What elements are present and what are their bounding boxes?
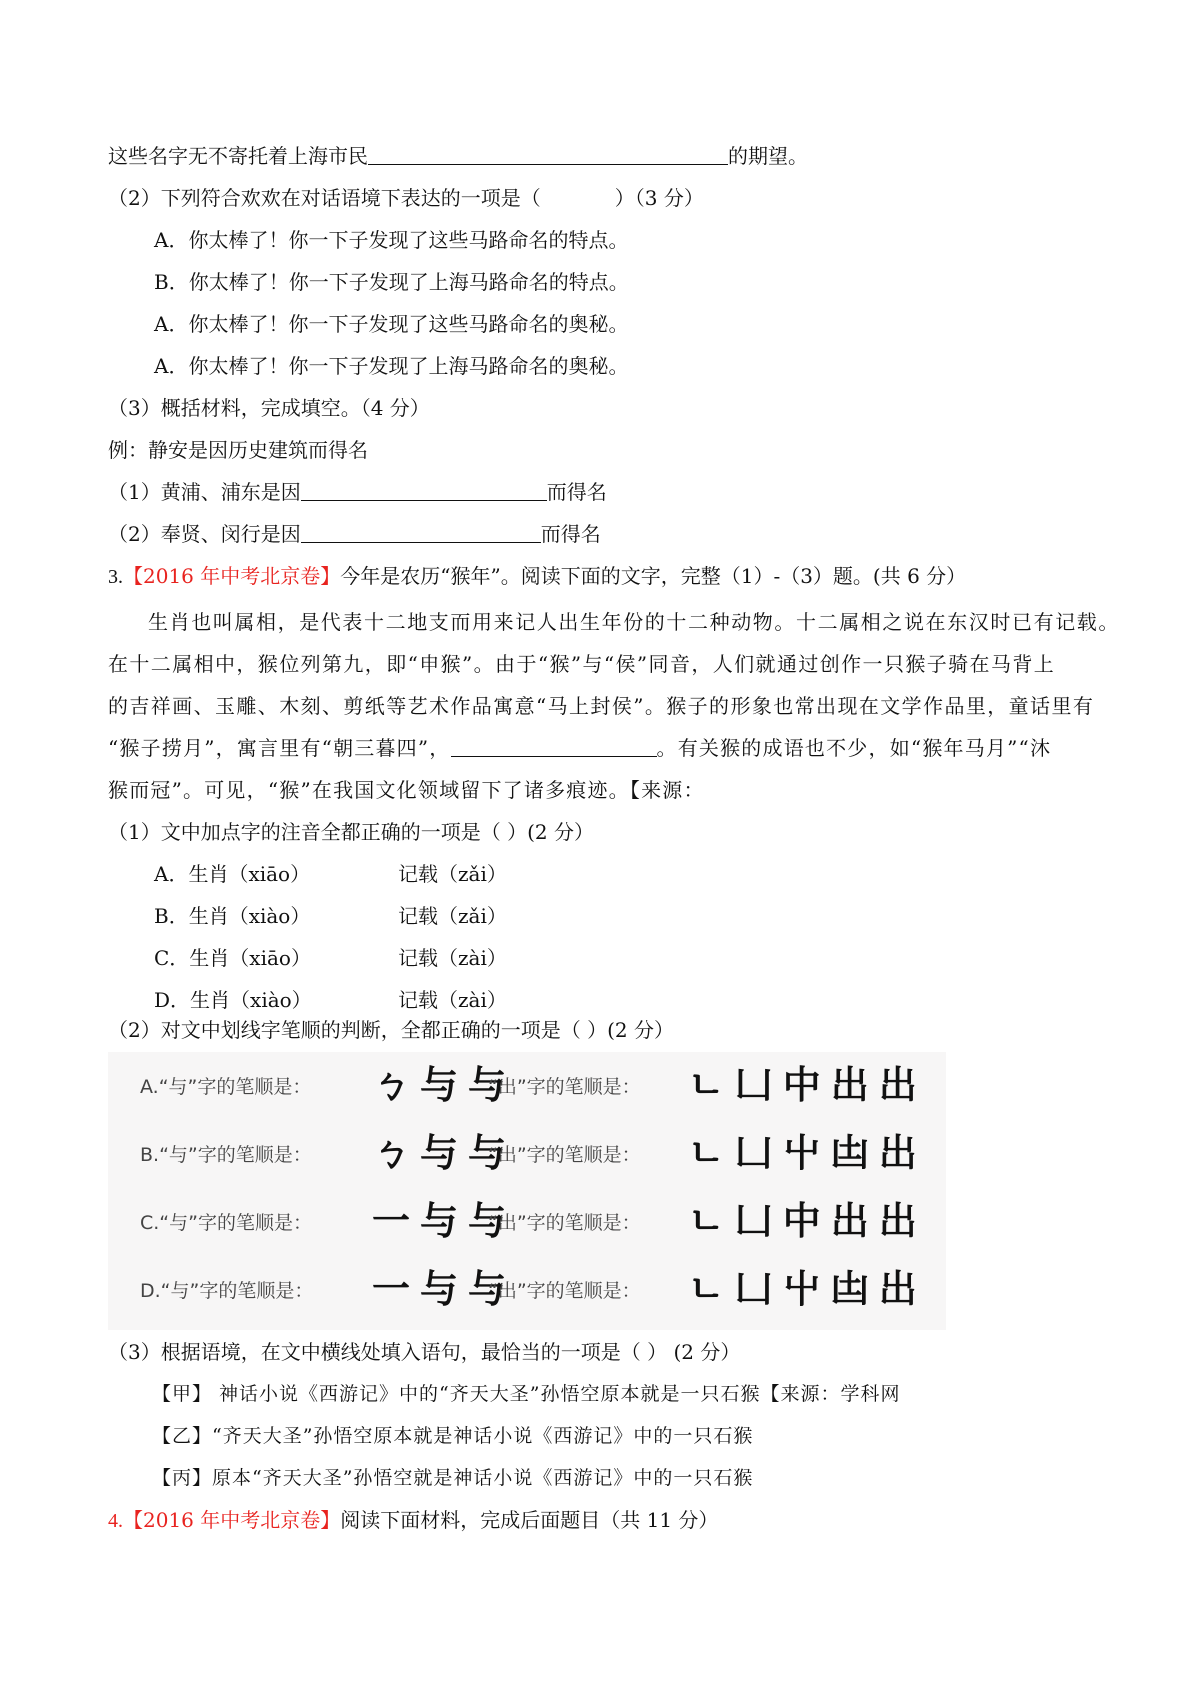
stroke-glyphs	[688, 1128, 927, 1178]
text: （1）黄浦、浦东是因	[108, 480, 301, 504]
text: 这些名字无不寄托着上海市民	[108, 144, 368, 168]
stroke-label: “出”字的笔顺是：	[488, 1212, 641, 1234]
glyph: 中	[782, 1199, 821, 1243]
glyph: ㄴ	[688, 1199, 725, 1243]
text: 。有关猴的成语也不少，如“猴年马月”“沐	[656, 736, 1052, 760]
glyph: ㄴ	[688, 1131, 725, 1175]
option: B．你太棒了！你一下子发现了上海马路命名的特点。	[154, 270, 629, 294]
glyph: 与	[420, 1267, 459, 1311]
source-tag: 【2016 年中考北京卷】	[123, 564, 341, 588]
text: ）（3 分）	[614, 186, 704, 210]
glyph: 一	[372, 1267, 411, 1311]
fill-line-1	[108, 480, 607, 504]
stroke-glyphs	[688, 1264, 927, 1314]
text: C．生肖（xiāo）	[154, 946, 311, 970]
stroke-row-d	[108, 1258, 946, 1324]
passage-line: 猴而冠”。可见，“猴”在我国文化领域留下了诸多痕迹。【来源：	[108, 778, 705, 802]
pinyin-option-b	[154, 904, 507, 928]
glyph: 凷	[830, 1267, 869, 1311]
pinyin-option-d	[154, 988, 507, 1012]
glyph: 与	[420, 1131, 459, 1175]
text: A．生肖（xiāo）	[154, 862, 311, 886]
stroke-order-figure	[108, 1052, 946, 1330]
answer-blank[interactable]	[301, 482, 547, 501]
glyph: 与	[468, 1267, 507, 1311]
choice-bing: 【丙】原本“齐天大圣”孙悟空就是神话小说《西游记》中的一只石猴	[152, 1467, 754, 1489]
passage-line	[108, 736, 1051, 760]
text: 而得名	[540, 522, 601, 546]
glyph: 凷	[830, 1131, 869, 1175]
section-3-heading	[108, 564, 966, 589]
option: A．你太棒了！你一下子发现了这些马路命名的奥秘。	[154, 312, 629, 336]
question-number: 4.	[108, 1510, 123, 1532]
stroke-label: “出”字的笔顺是：	[488, 1144, 641, 1166]
text: B．生肖（xiào）	[154, 904, 311, 928]
answer-blank[interactable]	[368, 146, 728, 165]
text: 记载（zǎi）	[398, 904, 507, 928]
stroke-label: D.“与”字的笔顺是：	[140, 1280, 314, 1302]
sub-question-2: （2）对文中划线字笔顺的判断，全都正确的一项是（ ）(2 分）	[108, 1018, 674, 1042]
stroke-label: “出”字的笔顺是：	[488, 1280, 641, 1302]
glyph: 一	[372, 1199, 411, 1243]
text: 记载（zǎi）	[398, 862, 507, 886]
stroke-label: A.“与”字的笔顺是：	[140, 1076, 312, 1098]
choice-yi: 【乙】“齐天大圣”孙悟空原本就是神话小说《西游记》中的一只石猴	[152, 1425, 754, 1447]
glyph: 出	[878, 1199, 917, 1243]
option: A．你太棒了！你一下子发现了这些马路命名的特点。	[154, 228, 629, 252]
stroke-label: B.“与”字的笔顺是：	[140, 1144, 312, 1166]
pinyin-option-c	[154, 946, 507, 970]
stroke-row-b	[108, 1122, 946, 1188]
fill-line-2	[108, 522, 601, 546]
glyph: 屮	[782, 1131, 821, 1175]
stroke-glyphs	[688, 1060, 927, 1110]
answer-blank[interactable]	[301, 524, 541, 543]
glyph: 屮	[782, 1267, 821, 1311]
glyph: 出	[830, 1063, 869, 1107]
source-tag: 【2016 年中考北京卷】	[123, 1508, 341, 1532]
text: 而得名	[546, 480, 607, 504]
glyph: 与	[468, 1199, 507, 1243]
glyph: 凵	[734, 1267, 773, 1311]
text: （2）下列符合欢欢在对话语境下表达的一项是（	[108, 186, 541, 210]
passage-line: 的吉祥画、玉雕、木刻、剪纸等艺术作品寓意“马上封侯”。猴子的形象也常出现在文学作品里，童话里有	[108, 694, 1095, 718]
question-number: 3.	[108, 566, 123, 588]
glyph: 出	[878, 1267, 917, 1311]
sub-question-3: （3）根据语境，在文中横线处填入语句，最恰当的一项是（ ） (2 分）	[108, 1340, 741, 1364]
text-line	[108, 144, 808, 168]
example: 例：静安是因历史建筑而得名	[108, 438, 368, 462]
glyph: ㄅ	[372, 1131, 411, 1175]
glyph: 凵	[734, 1131, 773, 1175]
text: 今年是农历“猴年”。阅读下面的文字，完整（1）-（3）题。(共 6 分）	[340, 564, 967, 588]
stroke-label: C.“与”字的笔顺是：	[140, 1212, 312, 1234]
question-3: （3）概括材料，完成填空。（4 分）	[108, 396, 430, 420]
passage-line: 在十二属相中，猴位列第九，即“申猴”。由于“猴”与“侯”同音，人们就通过创作一只猴子骑在马背上	[108, 652, 1056, 676]
glyph: 与	[468, 1131, 507, 1175]
text: 的期望。	[728, 144, 808, 168]
sub-question-1: （1）文中加点字的注音全都正确的一项是（ ）(2 分）	[108, 820, 594, 844]
text: D．生肖（xiào）	[154, 988, 312, 1012]
passage-line: 生肖也叫属相，是代表十二地支而用来记人出生年份的十二种动物。十二属相之说在东汉时已有记载。	[148, 610, 1120, 634]
text: “猴子捞月”，寓言里有“朝三暮四”，	[108, 736, 451, 760]
option: A．你太棒了！你一下子发现了上海马路命名的奥秘。	[154, 354, 629, 378]
text: （2）奉贤、闵行是因	[108, 522, 301, 546]
glyph: ㄴ	[688, 1267, 725, 1311]
stroke-label: “出”字的笔顺是：	[488, 1076, 641, 1098]
glyph: 凵	[734, 1063, 773, 1107]
glyph: ㄴ	[688, 1063, 725, 1107]
section-4-heading	[108, 1508, 718, 1533]
choice-jia: 【甲】 神话小说《西游记》中的“齐天大圣”孙悟空原本就是一只石猴【来源：学科网	[152, 1383, 901, 1405]
glyph: 出	[830, 1199, 869, 1243]
answer-blank[interactable]	[451, 738, 657, 757]
glyph: 与	[468, 1063, 507, 1107]
pinyin-option-a	[154, 862, 507, 886]
glyph: ㄅ	[372, 1063, 411, 1107]
glyph: 与	[420, 1063, 459, 1107]
text: 阅读下面材料，完成后面题目（共 11 分）	[340, 1508, 719, 1532]
stroke-glyphs	[688, 1196, 927, 1246]
stroke-row-c	[108, 1190, 946, 1256]
text: 记载（zài）	[398, 946, 507, 970]
glyph: 凵	[734, 1199, 773, 1243]
glyph: 与	[420, 1199, 459, 1243]
text: 记载（zài）	[398, 988, 507, 1012]
question-2	[108, 186, 704, 210]
glyph: 出	[878, 1063, 917, 1107]
stroke-row-a	[108, 1054, 946, 1120]
glyph: 出	[878, 1131, 917, 1175]
glyph: 中	[782, 1063, 821, 1107]
